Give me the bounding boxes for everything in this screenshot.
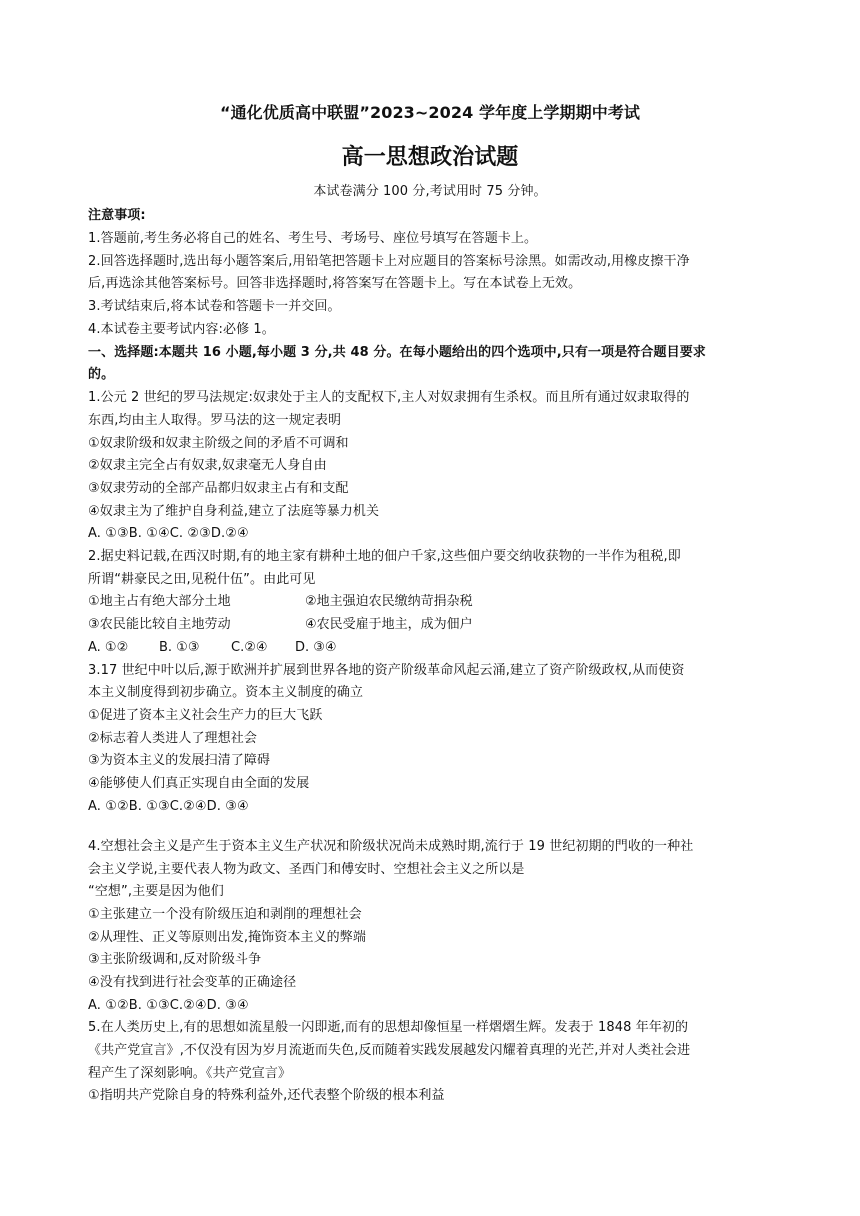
question-stem: “空想”,主要是因为他们	[88, 884, 224, 899]
question-item: ②奴隶主完全占有奴隶,奴隶毫无人身自由	[88, 458, 327, 473]
question-stem: 1.公元 2 世纪的罗马法规定:奴隶处于主人的支配权下,主人对奴隶拥有生杀权。而且所有通过奴隶取得的	[88, 390, 690, 405]
question-item: ③主张阶级调和,反对阶级斗争	[88, 952, 262, 967]
answer-options: A. ①②B. ①③C.②④D. ③④	[88, 998, 249, 1013]
note-line: 1.答题前,考生务必将自己的姓名、考生号、考场号、座位号填写在答题卡上。	[88, 231, 538, 246]
question-stem: 程产生了深刻影响。《共产党宣言》	[88, 1066, 292, 1081]
section-heading: 一、选择题:本题共 16 小题,每小题 3 分,共 48 分。在每小题给出的四个选项中,只有一项是符合题目要求	[88, 345, 706, 360]
question-item: ③农民能比较自主地劳动	[88, 617, 231, 632]
note-line: 后,再选涂其他答案标号。回答非选择题时,将答案写在答题卡上。写在本试卷上无效。	[88, 276, 582, 291]
question-stem: 东西,均由主人取得。罗马法的这一规定表明	[88, 413, 342, 428]
question-item: ①奴隶阶级和奴隶主阶级之间的矛盾不可调和	[88, 436, 349, 451]
question-item: ②地主强迫农民缴纳苛捐杂税	[305, 594, 473, 609]
notes-heading: 注意事项:	[88, 208, 146, 223]
answer-option-a: A. ①②	[88, 640, 129, 655]
question-item: ③为资本主义的发展扫清了障碍	[88, 753, 271, 768]
exam-info: 本试卷满分 100 分,考试用时 75 分钟。	[313, 184, 547, 199]
question-item: ①地主占有绝大部分土地	[88, 594, 231, 609]
note-line: 4.本试卷主要考试内容:必修 1。	[88, 322, 275, 337]
question-item: ③奴隶劳动的全部产品都归奴隶主占有和支配	[88, 481, 349, 496]
question-item: ①促进了资本主义社会生产力的巨大飞跃	[88, 708, 323, 723]
question-stem: 5.在人类历史上,有的思想如流星般一闪即逝,而有的思想却像恒星一样熠熠生辉。发表于 1848 年年初的	[88, 1020, 689, 1035]
question-item: ①主张建立一个没有阶级压迫和剥削的理想社会	[88, 907, 362, 922]
answer-option-c: C.②④	[231, 640, 268, 655]
question-item: ②从理性、正义等原则出发,掩饰资本主义的弊端	[88, 930, 366, 945]
note-line: 2.回答选择题时,选出每小题答案后,用铅笔把答题卡上对应题目的答案标号涂黑。如需改动,用橡皮擦干净	[88, 254, 690, 269]
question-stem: 2.据史料记载,在西汉时期,有的地主家有耕种土地的佃户千家,这些佃户要交纳收获物的一半作为租税,即	[88, 549, 681, 564]
question-stem: 所谓“耕豪民之田,见税什伍”。由此可见	[88, 572, 316, 587]
question-item: ④能够使人们真正实现自由全面的发展	[88, 776, 310, 791]
question-item: ②标志着人类进人了理想社会	[88, 731, 257, 746]
answer-options: A. ①③B. ①④C. ②③D.②④	[88, 526, 249, 541]
answer-option-b: B. ①③	[159, 640, 200, 655]
question-stem: 本主义制度得到初步确立。资本主义制度的确立	[88, 685, 364, 700]
section-heading-cont: 的。	[88, 367, 115, 382]
exam-title: “通化优质高中联盟”2023~2024 学年度上学期期中考试	[219, 103, 641, 122]
question-item: ④没有找到进行社会变革的正确途径	[88, 975, 297, 990]
answer-options: A. ①②B. ①③C.②④D. ③④	[88, 799, 249, 814]
question-stem: 4.空想社会主义是产生于资本主义生产状况和阶级状况尚未成熟时期,流行于 19 世纪初期的門收的一种社	[88, 839, 694, 854]
question-item: ④农民受雇于地主，成为佃户	[305, 617, 473, 632]
question-stem: 会主义学说,主要代表人物为政文、圣西门和傅安时、空想社会主义之所以是	[88, 862, 525, 877]
question-item: ④奴隶主为了维护自身利益,建立了法庭等暴力机关	[88, 504, 380, 519]
question-stem: 3.17 世纪中叶以后,源于欧洲并扩展到世界各地的资产阶级革命风起云涌,建立了资产阶级政权,从而使资	[88, 663, 685, 678]
answer-option-d: D. ③④	[295, 640, 337, 655]
question-item: ①指明共产党除自身的特殊利益外,还代表整个阶级的根本利益	[88, 1088, 445, 1103]
question-stem: 《共产党宣言》,不仅没有因为岁月流逝而失色,反而随着实践发展越发闪耀着真理的光芒,并对人类社会进	[88, 1043, 691, 1058]
subject-title: 高一思想政治试题	[341, 145, 519, 170]
note-line: 3.考试结束后,将本试卷和答题卡一并交回。	[88, 299, 341, 314]
